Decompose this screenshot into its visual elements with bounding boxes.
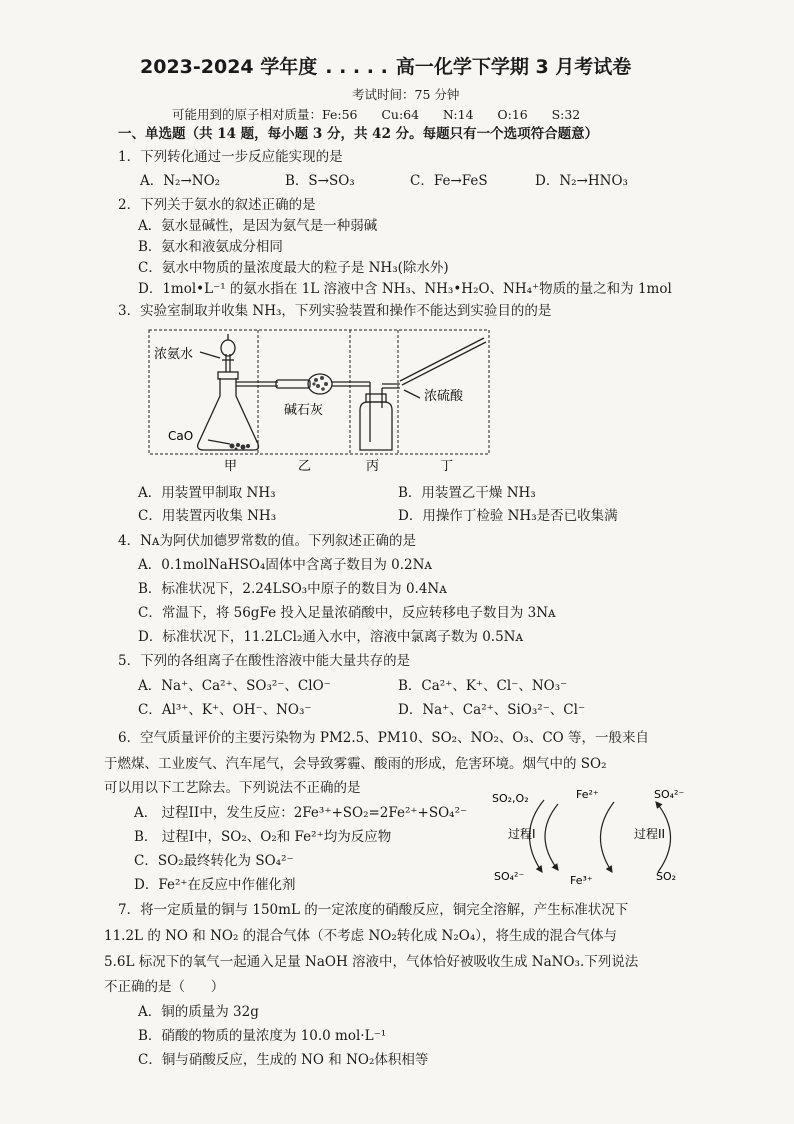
label-yi: 乙 xyxy=(298,459,312,474)
q1-option-b: B．S→SO₃ xyxy=(285,173,355,189)
q3-option-b: B．用装置乙干燥 NH₃ xyxy=(398,485,536,501)
q6-option-d: D．Fe²⁺在反应中作催化剂 xyxy=(134,877,296,893)
label-soda-lime: 碱石灰 xyxy=(284,403,324,418)
title-rest: 高一化学下学期 3 月考试卷 xyxy=(395,56,632,78)
q5-option-c: C．Al³⁺、K⁺、OH⁻、NO₃⁻ xyxy=(138,702,312,718)
q5-option-a: A．Na⁺、Ca²⁺、SO₃²⁻、ClO⁻ xyxy=(138,678,331,694)
q6-option-c: C．SO₂最终转化为 SO₄²⁻ xyxy=(134,853,294,869)
q4-option-d: D．标准状况下，11.2LCl₂通入水中，溶液中氯离子数为 0.5Nᴀ xyxy=(138,629,524,645)
title-year: 2023-2024 学年度 xyxy=(140,56,318,78)
q5-stem: 5．下列的各组离子在酸性溶液中能大量共存的是 xyxy=(118,653,411,669)
q2-option-a: A．氨水显碱性，是因为氨气是一种弱碱 xyxy=(138,218,378,234)
q2-option-d: D．1mol•L⁻¹ 的氨水指在 1L 溶液中含 NH₃、NH₃•H₂O、NH₄⁺物质的量之和为 1mol xyxy=(138,281,672,297)
q6-option-b: B． 过程I中，SO₂、O₂和 Fe²⁺均为反应物 xyxy=(134,829,392,845)
q1-stem: 1．下列转化通过一步反应能实现的是 xyxy=(118,149,343,165)
school-blank: . . . . . xyxy=(325,56,388,78)
atomic-masses: 可能用到的原子相对质量：Fe:56 Cu:64 N:14 O:16 S:32 xyxy=(172,107,581,122)
q3-option-c: C．用装置丙收集 NH₃ xyxy=(138,508,277,524)
q7-option-c: C．铜与硝酸反应，生成的 NO 和 NO₂体积相等 xyxy=(138,1052,429,1068)
q6-line-2: 于燃煤、工业废气、汽车尾气，会导致雾霾、酸雨的形成，危害环境。烟气中的 SO₂ xyxy=(104,756,607,772)
q7-line-2: 11.2L 的 NO 和 NO₂ 的混合气体（不考虑 NO₂转化成 N₂O₄），将生成的混合气体与 xyxy=(104,928,617,944)
q7-line-1: 7．将一定质量的铜与 150mL 的一定浓度的硝酸反应，铜完全溶解，产生标准状况下 xyxy=(118,902,629,918)
label-conc-ammonia: 浓氨水 xyxy=(154,347,194,362)
q4-stem: 4．Nᴀ为阿伏加德罗常数的值。下列叙述正确的是 xyxy=(118,533,417,549)
label-bing: 丙 xyxy=(366,459,380,474)
section-1-heading: 一、单选题（共 14 题，每小题 3 分，共 42 分。每题只有一个选项符合题意） xyxy=(118,126,599,142)
q3-stem: 3．实验室制取并收集 NH₃，下列实验装置和操作不能达到实验目的的是 xyxy=(118,303,552,319)
q7-line-4: 不正确的是（ ） xyxy=(104,979,225,995)
cycle-process-1: 过程I xyxy=(508,827,536,841)
exam-time: 考试时间：75 分钟 xyxy=(352,87,460,102)
q3-option-d: D．用操作丁检验 NH₃是否已收集满 xyxy=(398,508,618,524)
label-conc-h2so4: 浓硫酸 xyxy=(424,389,464,404)
cycle-process-2: 过程II xyxy=(634,827,666,841)
q2-option-c: C．氨水中物质的量浓度最大的粒子是 NH₃(除水外) xyxy=(138,260,449,276)
q6-cycle-diagram xyxy=(488,786,688,886)
cycle-so4-right: SO₄²⁻ xyxy=(654,788,685,801)
q6-option-a: A． 过程II中，发生反应：2Fe³⁺+SO₂=2Fe²⁺+SO₄²⁻ xyxy=(134,805,468,821)
exam-title xyxy=(140,58,631,76)
cycle-so2: SO₂ xyxy=(656,870,677,883)
q5-option-b: B．Ca²⁺、K⁺、Cl⁻、NO₃⁻ xyxy=(398,678,568,694)
q6-line-3: 可以用以下工艺除去。下列说法不正确的是 xyxy=(104,780,361,796)
q3-option-a: A．用装置甲制取 NH₃ xyxy=(138,485,276,501)
label-ding: 丁 xyxy=(440,459,454,474)
q7-option-a: A．铜的质量为 32g xyxy=(138,1004,259,1020)
q7-option-b: B．硝酸的物质的量浓度为 10.0 mol·L⁻¹ xyxy=(138,1028,387,1044)
cycle-so4-left: SO₄²⁻ xyxy=(494,870,525,883)
q6-line-1: 6．空气质量评价的主要污染物为 PM2.5、PM10、SO₂、NO₂、O₃、CO 等，一般来自 xyxy=(118,730,650,746)
label-jia: 甲 xyxy=(224,459,238,474)
q1-option-c: C．Fe→FeS xyxy=(410,173,488,189)
label-cao: CaO xyxy=(168,429,194,443)
q4-option-b: B．标准状况下，2.24LSO₃中原子的数目为 0.4Nᴀ xyxy=(138,581,447,597)
q4-option-c: C．常温下，将 56gFe 投入足量浓硝酸中，反应转移电子数目为 3Nᴀ xyxy=(138,605,556,621)
q7-line-3: 5.6L 标况下的氧气一起通入足量 NaOH 溶液中，气体恰好被吸收生成 NaNO₃.下列说法 xyxy=(104,954,639,970)
q4-option-a: A．0.1molNaHSO₄固体中含离子数目为 0.2Nᴀ xyxy=(138,557,433,573)
q1-option-d: D．N₂→HNO₃ xyxy=(535,173,628,189)
q2-stem: 2．下列关于氨水的叙述正确的是 xyxy=(118,197,316,213)
q3-apparatus-diagram xyxy=(148,318,498,476)
cycle-fe2: Fe²⁺ xyxy=(576,788,599,801)
q2-option-b: B．氨水和液氨成分相同 xyxy=(138,239,283,255)
cycle-fe3: Fe³⁺ xyxy=(570,874,593,886)
q1-option-a: A．N₂→NO₂ xyxy=(140,173,221,189)
cycle-so2-o2: SO₂,O₂ xyxy=(492,792,529,805)
q5-option-d: D．Na⁺、Ca²⁺、SiO₃²⁻、Cl⁻ xyxy=(398,702,586,718)
